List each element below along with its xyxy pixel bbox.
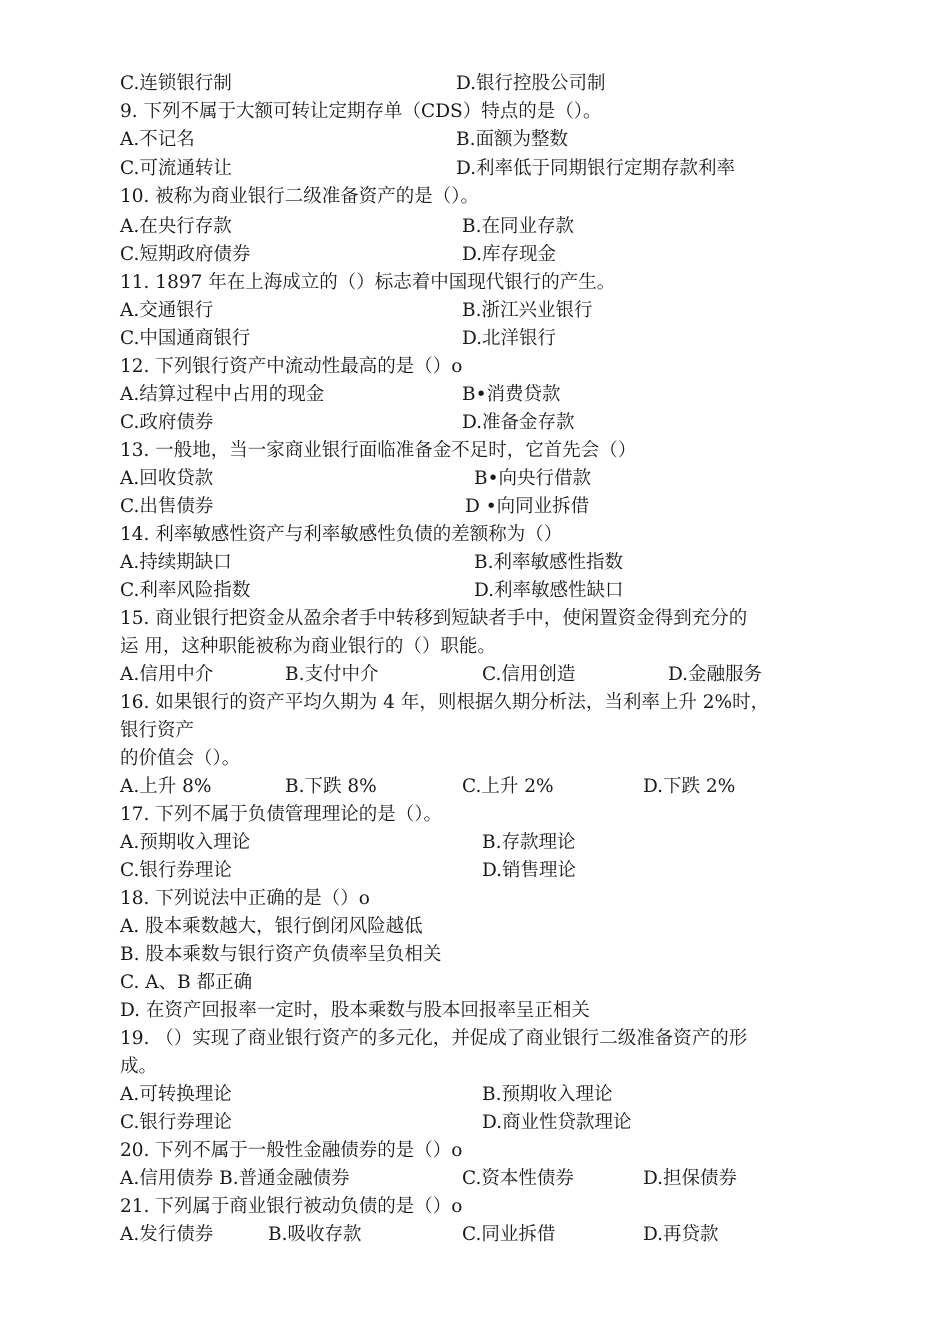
option-a: A.可转换理论 [120, 1084, 232, 1105]
option-a: A.回收贷款 [120, 468, 214, 489]
option-a: A. 股本乘数越大，银行倒闭风险越低 [120, 916, 423, 937]
option-d: D.商业性贷款理论 [482, 1112, 632, 1133]
option-a: A.信用中介 [120, 664, 214, 685]
option-d: D.担保债券 [643, 1168, 738, 1189]
option-c: C.连锁银行制 [120, 73, 232, 94]
question-16: 16. 如果银行的资产平均久期为 4 年，则根据久期分析法，当利率上升 2%时， [120, 692, 770, 713]
option-a: A.预期收入理论 [120, 832, 251, 853]
option-d: D.下跌 2% [643, 776, 736, 797]
question-16-cont: 的价值会（）。 [120, 748, 241, 769]
question-15: 15. 商业银行把资金从盈余者手中转移到短缺者手中，使闲置资金得到充分的 [120, 608, 748, 629]
option-d: D. 在资产回报率一定时，股本乘数与股本回报率呈正相关 [120, 1000, 590, 1021]
option-d: D.准备金存款 [462, 412, 575, 433]
option-b: B.面额为整数 [456, 129, 568, 150]
option-c: C. A、B 都正确 [120, 972, 253, 993]
option-a: A.上升 8% [120, 776, 212, 797]
option-c: C.上升 2% [462, 776, 554, 797]
question-15-cont: 运 用，这种职能被称为商业银行的（）职能。 [120, 636, 496, 657]
option-a: A.持续期缺口 [120, 552, 232, 573]
option-b: B.支付中介 [285, 664, 379, 685]
option-b: B.预期收入理论 [482, 1084, 613, 1105]
option-d: D.北洋银行 [462, 328, 557, 349]
option-a: A.结算过程中占用的现金 [120, 384, 325, 405]
option-b: B.存款理论 [482, 832, 576, 853]
option-b: B. 股本乘数与银行资产负债率呈负相关 [120, 944, 442, 965]
option-d: D.利率敏感性缺口 [474, 580, 624, 601]
option-d: D.库存现金 [462, 244, 557, 265]
question-13: 13. 一般地，当一家商业银行面临准备金不足时，它首先会（） [120, 440, 637, 461]
option-c: C.信用创造 [482, 664, 576, 685]
option-b: B•消费贷款 [462, 384, 561, 405]
question-17: 17. 下列不属于负债管理理论的是（）。 [120, 804, 443, 825]
option-b: B.利率敏感性指数 [474, 552, 623, 573]
option-c: C.同业拆借 [462, 1224, 556, 1245]
question-11: 11. 1897 年在上海成立的（）标志着中国现代银行的产生。 [120, 272, 616, 293]
option-b: B.浙江兴业银行 [462, 300, 593, 321]
option-c: C.银行券理论 [120, 1112, 232, 1133]
question-19: 19. （）实现了商业银行资产的多元化，并促成了商业银行二级准备资产的形 [120, 1028, 748, 1049]
option-b: B.下跌 8% [285, 776, 377, 797]
option-c: C.可流通转让 [120, 158, 232, 179]
question-18: 18. 下列说法中正确的是（）o [120, 888, 370, 909]
option-d: D.再贷款 [643, 1224, 719, 1245]
option-d: D.银行控股公司制 [456, 73, 606, 94]
option-b: B•向央行借款 [474, 468, 592, 489]
question-10: 10. 被称为商业银行二级准备资产的是（）。 [120, 186, 480, 207]
option-a: A.交通银行 [120, 300, 214, 321]
option-c: C.政府债券 [120, 412, 214, 433]
option-a: A.不记名 [120, 129, 195, 150]
option-a-b: A.信用债券 B.普通金融债券 [120, 1168, 350, 1189]
question-14: 14. 利率敏感性资产与利率敏感性负债的差额称为（） [120, 524, 563, 545]
option-a: A.在央行存款 [120, 216, 232, 237]
question-9: 9. 下列不属于大额可转让定期存单（CDS）特点的是（）。 [120, 101, 602, 122]
question-21: 21. 下列属于商业银行被动负债的是（）o [120, 1196, 463, 1217]
option-c: C.利率风险指数 [120, 580, 251, 601]
option-a: A.发行债券 [120, 1224, 214, 1245]
option-d: D.金融服务 [668, 664, 763, 685]
option-d: D.销售理论 [482, 860, 577, 881]
question-16-cont: 银行资产 [120, 720, 195, 741]
option-c: C.银行券理论 [120, 860, 232, 881]
question-20: 20. 下列不属于一般性金融债券的是（）o [120, 1140, 463, 1161]
option-c: C.短期政府债券 [120, 244, 251, 265]
option-c: C.资本性债券 [462, 1168, 574, 1189]
option-c: C.中国通商银行 [120, 328, 251, 349]
option-d: D •向同业拆借 [465, 496, 590, 517]
question-12: 12. 下列银行资产中流动性最高的是（）o [120, 356, 463, 377]
option-d: D.利率低于同期银行定期存款利率 [456, 158, 736, 179]
option-b: B.在同业存款 [462, 216, 574, 237]
question-19-cont: 成。 [120, 1056, 158, 1077]
option-b: B.吸收存款 [268, 1224, 362, 1245]
option-c: C.出售债券 [120, 496, 214, 517]
